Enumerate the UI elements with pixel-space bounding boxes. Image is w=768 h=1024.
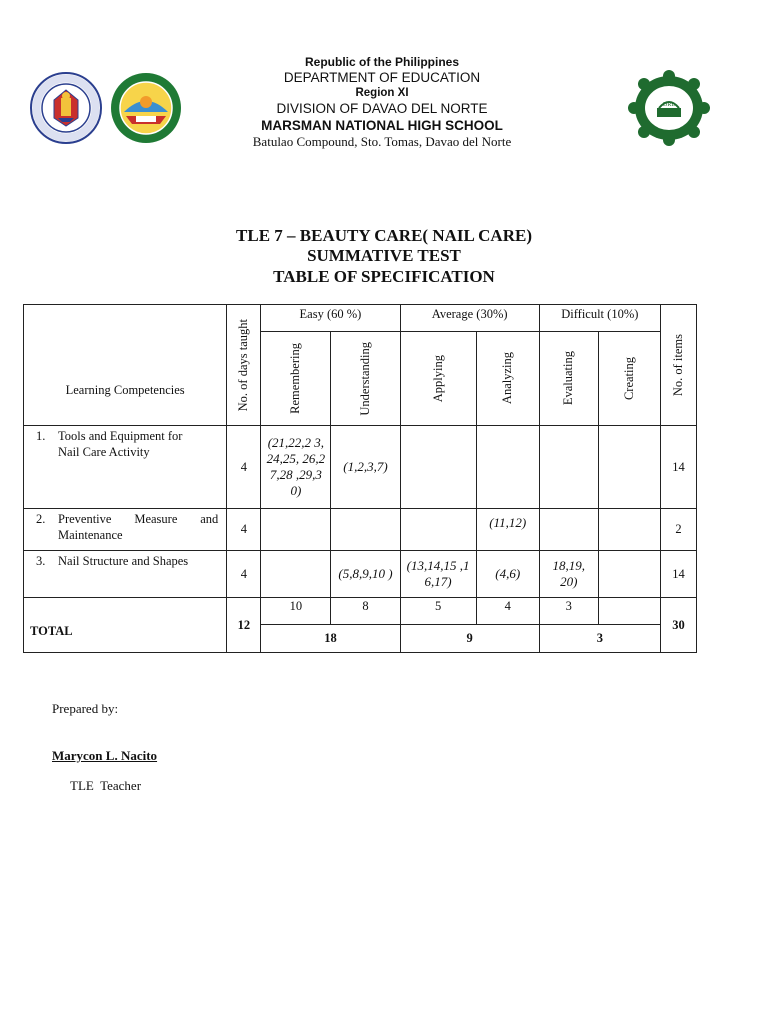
- table-row: [24, 509, 697, 551]
- header-division: DIVISION OF DAVAO DEL NORTE: [276, 101, 488, 116]
- header-republic: Republic of the Philippines: [304, 55, 459, 69]
- understanding-cell: (5,8,9,10 ): [331, 551, 400, 598]
- competency-cell: 1. Tools and Equipment for Nail Care Activity: [24, 426, 227, 509]
- table-row: [24, 551, 697, 598]
- remembering-header: Remembering: [261, 332, 331, 426]
- items-header: No. of items: [660, 305, 696, 426]
- total-evaluating: 3: [539, 598, 598, 625]
- evaluating-cell: [539, 426, 598, 509]
- understanding-cell: (1,2,3,7): [331, 426, 400, 509]
- evaluating-header: Evaluating: [539, 332, 598, 426]
- applying-cell: (13,14,15 ,16,17): [400, 551, 476, 598]
- header-row-groups: [24, 305, 697, 332]
- test-title: TLE 7 – BEAUTY CARE( NAIL CARE): [236, 226, 532, 245]
- analyzing-cell: (11,12): [476, 509, 539, 551]
- days-cell: 4: [227, 426, 261, 509]
- header-address: Batulao Compound, Sto. Tomas, Davao del Norte: [252, 134, 512, 149]
- school-seal-center-text: DRL: [663, 102, 675, 108]
- total-difficult: 3: [539, 625, 660, 653]
- creating-cell: [598, 551, 660, 598]
- total-applying: 5: [400, 598, 476, 625]
- remembering-cell: [261, 509, 331, 551]
- analyzing-header: Analyzing: [476, 332, 539, 426]
- table-row: [24, 426, 697, 509]
- evaluating-cell: 18,19, 20): [539, 551, 598, 598]
- specification-table: [23, 304, 697, 653]
- total-creating: [598, 598, 660, 625]
- total-understanding: 8: [331, 598, 400, 625]
- total-remembering: 10: [261, 598, 331, 625]
- days-cell: 4: [227, 509, 261, 551]
- average-group-header: Average (30%): [400, 305, 539, 332]
- preparer-name: Marycon L. Nacito: [52, 748, 158, 763]
- creating-cell: [598, 426, 660, 509]
- table-title: TABLE OF SPECIFICATION: [273, 267, 495, 286]
- total-average: 9: [400, 625, 539, 653]
- analyzing-cell: [476, 426, 539, 509]
- competency-cell: 2. Preventive Measure and Maintenance: [24, 509, 227, 551]
- total-label: TOTAL: [24, 598, 227, 653]
- preparer-position: TLE Teacher: [70, 778, 142, 793]
- days-taught-header: No. of days taught: [227, 305, 261, 426]
- prepared-by-label: Prepared by:: [52, 701, 119, 716]
- total-easy: 18: [261, 625, 400, 653]
- difficult-group-header: Difficult (10%): [539, 305, 660, 332]
- test-subtitle: SUMMATIVE TEST: [307, 246, 461, 265]
- total-items: 30: [660, 598, 696, 653]
- header-school: MARSMAN NATIONAL HIGH SCHOOL: [261, 118, 503, 133]
- header-department: DEPARTMENT OF EDUCATION: [283, 70, 481, 85]
- remembering-cell: (21,22,2 3,24,25, 26,27,28 ,29,30): [261, 426, 331, 509]
- items-cell: 2: [660, 509, 696, 551]
- days-cell: 4: [227, 551, 261, 598]
- easy-group-header: Easy (60 %): [261, 305, 400, 332]
- items-cell: 14: [660, 551, 696, 598]
- learning-competencies-header: Learning Competencies: [24, 305, 227, 426]
- total-row-levels: [24, 598, 697, 625]
- evaluating-cell: [539, 509, 598, 551]
- items-cell: 14: [660, 426, 696, 509]
- total-days: 12: [227, 598, 261, 653]
- remembering-cell: [261, 551, 331, 598]
- competency-cell: 3. Nail Structure and Shapes: [24, 551, 227, 598]
- applying-cell: [400, 509, 476, 551]
- applying-cell: [400, 426, 476, 509]
- understanding-cell: [331, 509, 400, 551]
- applying-header: Applying: [400, 332, 476, 426]
- total-analyzing: 4: [476, 598, 539, 625]
- creating-cell: [598, 509, 660, 551]
- creating-header: Creating: [598, 332, 660, 426]
- understanding-header: Understanding: [331, 332, 400, 426]
- header-region: Region XI: [355, 87, 409, 99]
- analyzing-cell: (4,6): [476, 551, 539, 598]
